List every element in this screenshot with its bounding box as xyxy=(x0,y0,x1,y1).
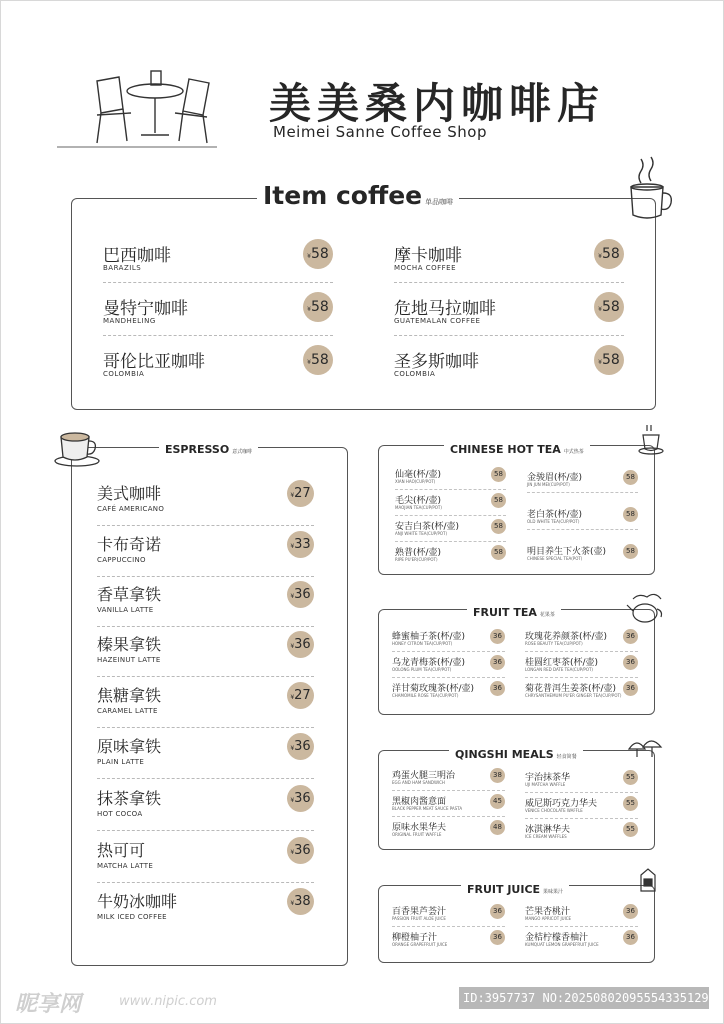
item-name-en: EGG AND HAM SANDWICH xyxy=(392,780,445,785)
price-badge: 55 xyxy=(623,796,638,811)
item-name: 柳橙柚子汁 xyxy=(392,933,438,943)
item-name: 黑椒肉酱意面 xyxy=(392,797,447,807)
item-name: 榛果拿铁 xyxy=(97,635,162,654)
price-badge: ¥38 xyxy=(287,888,314,915)
item-name-en: MOCHA COFFEE xyxy=(394,264,457,272)
price-badge: 36 xyxy=(490,904,505,919)
tea-cup-icon xyxy=(637,423,665,455)
price-badge: 36 xyxy=(490,655,505,670)
list-item[interactable] xyxy=(392,652,505,678)
juice-carton-icon xyxy=(637,867,659,893)
shop-title-en: Meimei Sanne Coffee Shop xyxy=(273,123,488,141)
price-badge: 58 xyxy=(491,519,506,534)
item-name-en: VANILLA LATTE xyxy=(97,606,154,614)
item-name-en: KUMQUAT LEMON GRAPEFRUIT JUICE xyxy=(525,942,599,947)
item-name-en: ICE CREAM WAFFLES xyxy=(525,834,567,839)
item-name-en: MATCHA LATTE xyxy=(97,862,154,870)
item-name-en: XIAN HAO(CUP/POT) xyxy=(395,479,436,484)
item-name: 危地马拉咖啡 xyxy=(394,299,496,319)
price-badge: ¥36 xyxy=(287,785,314,812)
cafe-table-chairs-icon xyxy=(57,63,217,153)
list-item[interactable] xyxy=(527,504,638,530)
item-name: 桂圆红枣茶(杯/壶) xyxy=(525,658,599,668)
item-name: 洋甘菊玫瑰茶(杯/壶) xyxy=(392,684,475,694)
list-item[interactable] xyxy=(395,516,506,542)
price-badge: ¥27 xyxy=(287,682,314,709)
item-name-en: UJI MATCHA WAFFLE xyxy=(525,782,566,787)
list-item[interactable] xyxy=(97,781,314,831)
item-name: 鸡蛋火腿三明治 xyxy=(392,771,456,781)
list-item[interactable] xyxy=(395,464,506,490)
price-badge: ¥58 xyxy=(594,239,624,269)
price-badge: 58 xyxy=(491,545,506,560)
item-name-en: PASSION FRUIT ALOE JUICE xyxy=(392,916,446,921)
item-name: 玫瑰花养颜茶(杯/壶) xyxy=(525,632,608,642)
list-item[interactable] xyxy=(527,467,638,493)
item-name-en: RIPE PU'ER(CUP/POT) xyxy=(395,557,438,562)
item-name: 美式咖啡 xyxy=(97,484,162,503)
qingshi-meals-title: QINGSHI MEALS 轻食简餐 xyxy=(449,743,583,762)
chinese-hot-tea-title: CHINESE HOT TEA 中式热茶 xyxy=(444,438,590,457)
list-item[interactable] xyxy=(525,626,638,652)
item-name-en: BLACK PEPPER MEAT SAUCE PASTA xyxy=(392,806,463,811)
espresso-title: ESPRESSO 意式咖啡 xyxy=(159,438,258,457)
item-name-en: CAFÉ AMERICANO xyxy=(97,505,165,513)
price-badge: ¥36 xyxy=(287,733,314,760)
shop-title-cn: 美美桑内咖啡店 xyxy=(269,79,606,128)
list-item[interactable] xyxy=(103,233,333,283)
price-badge: 58 xyxy=(491,467,506,482)
list-item[interactable] xyxy=(525,901,638,927)
price-badge: 36 xyxy=(623,629,638,644)
fruit-juice-title: FRUIT JUICE 果味果汁 xyxy=(461,878,569,897)
item-name-en: CHRYSANTHEMUM PU'ER GINGER TEA(CUP/POT) xyxy=(525,693,622,698)
item-name: 菊花普洱生姜茶(杯/壶) xyxy=(525,684,617,694)
item-name: 熟普(杯/壶) xyxy=(395,548,442,558)
list-item[interactable] xyxy=(394,339,624,389)
item-name-en: JIN JUN MEI(CUP/POT) xyxy=(527,482,570,487)
price-badge: ¥27 xyxy=(287,480,314,507)
list-item[interactable] xyxy=(525,652,638,678)
price-badge: ¥58 xyxy=(594,345,624,375)
price-badge: 55 xyxy=(623,770,638,785)
list-item[interactable] xyxy=(394,286,624,336)
item-name-en: MAOJIAN TEA(CUP/POT) xyxy=(395,505,442,510)
item-name: 焦糖拿铁 xyxy=(97,686,162,705)
price-badge: 36 xyxy=(623,904,638,919)
list-item[interactable] xyxy=(525,793,638,819)
item-name: 冰淇淋华夫 xyxy=(525,825,571,835)
item-name-en: CARAMEL LATTE xyxy=(97,707,158,715)
list-item[interactable] xyxy=(97,527,314,577)
list-item[interactable] xyxy=(392,817,505,843)
item-name: 原味水果华夫 xyxy=(392,823,447,833)
list-item[interactable] xyxy=(394,233,624,283)
item-name-en: VENICE CHOCOLATE WAFFLE xyxy=(525,808,583,813)
item-name-en: CHAMOMILE ROSE TEA(CUP/POT) xyxy=(392,693,459,698)
item-name: 抹茶拿铁 xyxy=(97,789,162,808)
price-badge: ¥36 xyxy=(287,837,314,864)
item-name: 宇治抹茶华 xyxy=(525,773,571,783)
item-name-en: MANDHELING xyxy=(103,317,156,325)
item-name-en: ANJI WHITE TEA(CUP/POT) xyxy=(395,531,448,536)
price-badge: 36 xyxy=(490,681,505,696)
item-name: 曼特宁咖啡 xyxy=(103,299,188,319)
item-name: 威尼斯巧克力华夫 xyxy=(525,799,598,809)
item-name: 原味拿铁 xyxy=(97,737,162,756)
list-item[interactable] xyxy=(525,678,638,704)
item-name-en: MILK ICED COFFEE xyxy=(97,913,167,921)
item-name-en: MANGO APRICOT JUICE xyxy=(525,916,572,921)
price-badge: 58 xyxy=(491,493,506,508)
item-name: 明目养生下火茶(壶) xyxy=(527,547,607,557)
item-name: 香草拿铁 xyxy=(97,585,162,604)
item-name: 乌龙青梅茶(杯/壶) xyxy=(392,658,466,668)
price-badge: ¥58 xyxy=(303,239,333,269)
item-name: 老白茶(杯/壶) xyxy=(527,510,583,520)
item-name-en: ROSE BEAUTY TEA(CUP/POT) xyxy=(525,641,583,646)
item-name: 金骏眉(杯/壶) xyxy=(527,473,583,483)
item-name-en: COLOMBIA xyxy=(394,370,436,378)
price-badge: ¥58 xyxy=(303,292,333,322)
item-name: 哥伦比亚咖啡 xyxy=(103,352,205,372)
price-badge: ¥33 xyxy=(287,531,314,558)
item-name-en: LONGAN RED DATE TEA(CUP/POT) xyxy=(525,667,593,672)
price-badge: 36 xyxy=(490,930,505,945)
teapot-icon xyxy=(625,591,667,627)
price-badge: 38 xyxy=(490,768,505,783)
price-badge: 58 xyxy=(623,507,638,522)
mushroom-dish-icon xyxy=(625,735,665,763)
list-item[interactable] xyxy=(392,927,505,953)
list-item[interactable] xyxy=(525,819,638,845)
item-name: 芒果杏桃汁 xyxy=(525,907,571,917)
list-item[interactable] xyxy=(103,339,333,389)
price-badge: 55 xyxy=(623,822,638,837)
item-name: 百香果芦荟汁 xyxy=(392,907,447,917)
item-name-en: HAZEINUT LATTE xyxy=(97,656,161,664)
list-item[interactable] xyxy=(97,833,314,883)
watermark-url: www.nipic.com xyxy=(119,994,217,1009)
price-badge: 58 xyxy=(623,470,638,485)
price-badge: 58 xyxy=(623,544,638,559)
price-badge: ¥58 xyxy=(594,292,624,322)
item-name-en: CAPPUCCINO xyxy=(97,556,146,564)
list-item[interactable] xyxy=(97,678,314,728)
list-item[interactable] xyxy=(103,286,333,336)
list-item[interactable] xyxy=(392,678,505,704)
list-item[interactable] xyxy=(97,577,314,627)
item-name-en: PLAIN LATTE xyxy=(97,758,145,766)
latte-cup-icon xyxy=(53,425,103,469)
price-badge: ¥36 xyxy=(287,581,314,608)
item-name: 卡布奇诺 xyxy=(97,535,162,554)
item-name-en: HONEY CITRON TEA(CUP/POT) xyxy=(392,641,453,646)
item-name: 金桔柠檬香柚汁 xyxy=(525,933,589,943)
item-name-en: HOT COCOA xyxy=(97,810,143,818)
price-badge: 45 xyxy=(490,794,505,809)
list-item[interactable] xyxy=(97,884,314,934)
list-item[interactable] xyxy=(392,626,505,652)
item-name-en: ORIGINAL FRUIT WAFFLE xyxy=(392,832,442,837)
list-item[interactable] xyxy=(525,767,638,793)
list-item[interactable] xyxy=(97,729,314,779)
item-name: 巴西咖啡 xyxy=(103,246,171,266)
list-item[interactable] xyxy=(392,901,505,927)
item-name: 热可可 xyxy=(97,841,146,860)
item-name-en: OLD WHITE TEA(CUP/POT) xyxy=(527,519,580,524)
list-item[interactable] xyxy=(395,490,506,516)
item-name-en: GUATEMALAN COFFEE xyxy=(394,317,481,325)
item-name-en: ORANGE GRAPEFRUIT JUICE xyxy=(392,942,448,947)
item-name: 摩卡咖啡 xyxy=(394,246,462,266)
list-item[interactable] xyxy=(525,927,638,953)
price-badge: 36 xyxy=(623,655,638,670)
coffee-cup-icon xyxy=(621,153,675,223)
item-name: 圣多斯咖啡 xyxy=(394,352,479,372)
item-name: 安吉白茶(杯/壶) xyxy=(395,522,460,532)
item-name: 仙毫(杯/壶) xyxy=(395,470,442,480)
item-coffee-title: Item coffee 单品咖啡 xyxy=(257,181,459,210)
list-item[interactable] xyxy=(97,476,314,526)
price-badge: ¥36 xyxy=(287,631,314,658)
watermark-id: ID:3957737 NO:20250802095554335129 xyxy=(459,987,709,1009)
price-badge: 36 xyxy=(490,629,505,644)
list-item[interactable] xyxy=(527,541,638,567)
price-badge: 36 xyxy=(623,681,638,696)
item-name: 牛奶冰咖啡 xyxy=(97,892,178,911)
price-badge: 48 xyxy=(490,820,505,835)
item-name-en: CHINESE SPECIAL TEA(POT) xyxy=(527,556,583,561)
item-name-en: OOLONG PLUM TEA(CUP/POT) xyxy=(392,667,452,672)
list-item[interactable] xyxy=(97,627,314,677)
list-item[interactable] xyxy=(392,791,505,817)
fruit-tea-title: FRUIT TEA 花果茶 xyxy=(467,601,561,620)
list-item[interactable] xyxy=(392,765,505,791)
price-badge: ¥58 xyxy=(303,345,333,375)
item-name-en: COLOMBIA xyxy=(103,370,145,378)
price-badge: 36 xyxy=(623,930,638,945)
list-item[interactable] xyxy=(395,542,506,568)
item-name-en: BARAZILS xyxy=(103,264,142,272)
item-name: 毛尖(杯/壶) xyxy=(395,496,442,506)
item-name: 蜂蜜柚子茶(杯/壶) xyxy=(392,632,466,642)
watermark-brand: 昵享网 xyxy=(15,992,82,1017)
